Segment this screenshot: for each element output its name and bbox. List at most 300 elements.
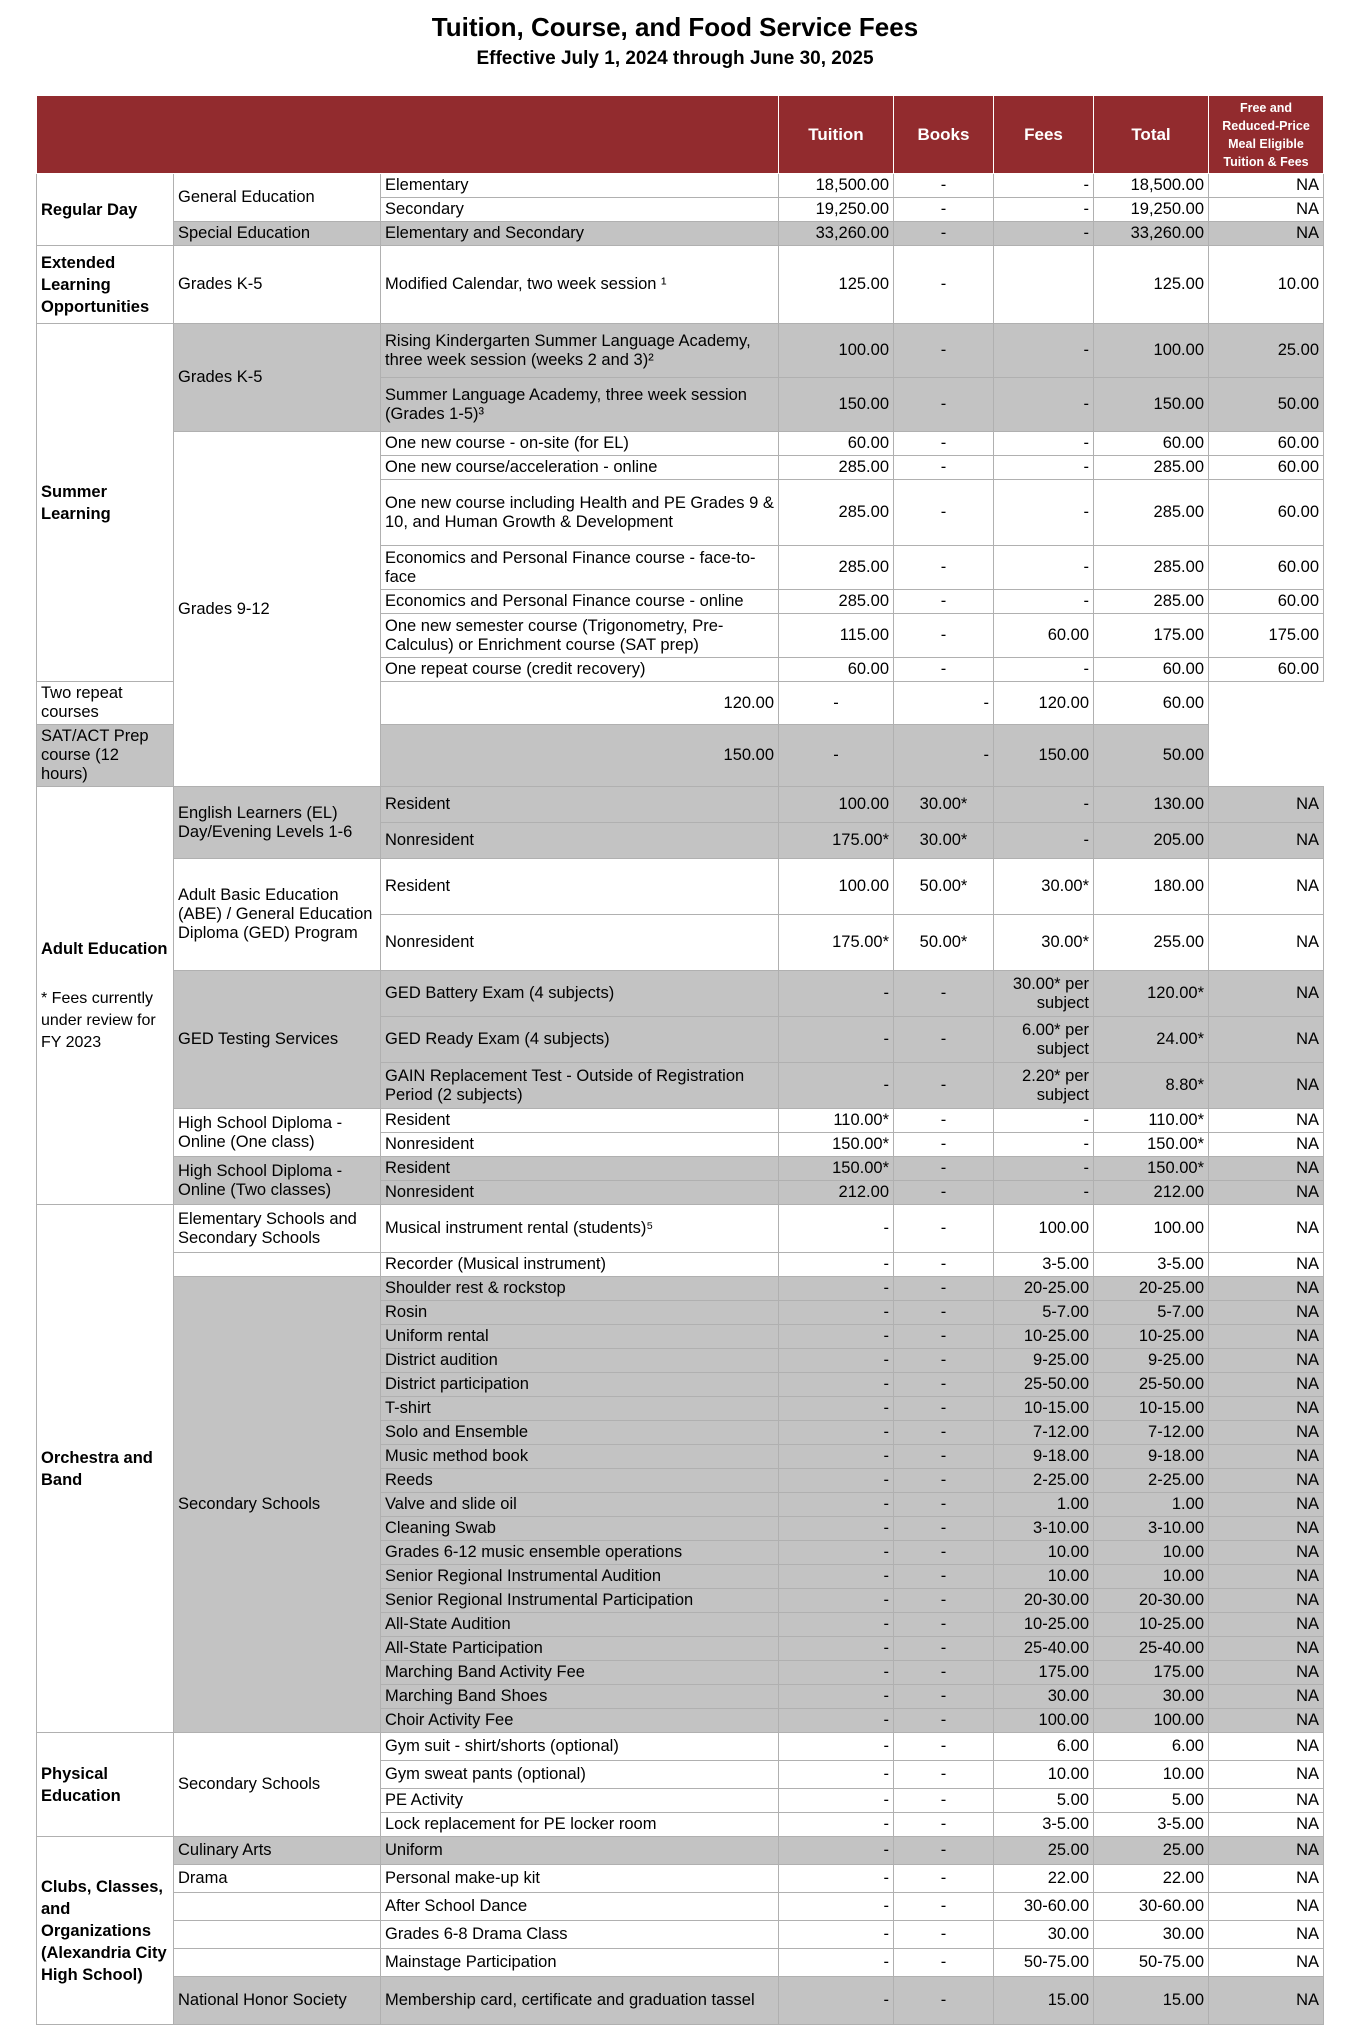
free-reduced-value: NA [1209, 1733, 1324, 1761]
tuition-value: 285.00 [779, 480, 894, 546]
total-value: 10.00 [1094, 1761, 1209, 1789]
fees-value: - [994, 432, 1094, 456]
item-label: Grades 6-12 music ensemble operations [381, 1541, 779, 1565]
fees-value: 25.00 [994, 1837, 1094, 1865]
item-label: District participation [381, 1373, 779, 1397]
books-value: - [894, 1517, 994, 1541]
total-value: 125.00 [1094, 246, 1209, 324]
books-value: 30.00* [894, 787, 994, 823]
tuition-value: 175.00* [779, 823, 894, 859]
free-reduced-value: NA [1209, 1397, 1324, 1421]
item-label: PE Activity [381, 1789, 779, 1813]
fees-value: 25-40.00 [994, 1637, 1094, 1661]
tuition-value: - [779, 1661, 894, 1685]
fees-value: - [994, 174, 1094, 198]
total-value: 3-10.00 [1094, 1517, 1209, 1541]
section-label-summer: Summer Learning [37, 324, 174, 682]
total-value: 285.00 [1094, 480, 1209, 546]
books-value: - [894, 1493, 994, 1517]
books-value: - [894, 1373, 994, 1397]
item-label: After School Dance [381, 1893, 779, 1921]
fees-value: 25-50.00 [994, 1373, 1094, 1397]
adult-fee-note: * Fees currently under review for FY 2023 [41, 989, 156, 1051]
free-reduced-value: NA [1209, 1301, 1324, 1325]
free-reduced-value: 10.00 [1209, 246, 1324, 324]
total-value: 130.00 [1094, 787, 1209, 823]
total-value: 6.00 [1094, 1733, 1209, 1761]
item-label: Reeds [381, 1469, 779, 1493]
tuition-value: 19,250.00 [779, 198, 894, 222]
tuition-value: 33,260.00 [779, 222, 894, 246]
table-row [37, 1205, 1324, 1253]
tuition-value: - [779, 1325, 894, 1349]
free-reduced-value: NA [1209, 1865, 1324, 1893]
books-value: - [894, 1709, 994, 1733]
fees-value: 20-30.00 [994, 1589, 1094, 1613]
total-value: 10-25.00 [1094, 1325, 1209, 1349]
fees-value: 10.00 [994, 1541, 1094, 1565]
tuition-value: - [779, 1277, 894, 1301]
item-label: One new course - on-site (for EL) [381, 432, 779, 456]
books-value: - [894, 1469, 994, 1493]
tuition-value: 100.00 [779, 859, 894, 915]
item-label: Modified Calendar, two week session ¹ [381, 246, 779, 324]
total-value: 10.00 [1094, 1565, 1209, 1589]
subcategory-grades-k5-b: Grades K-5 [174, 324, 381, 432]
table-row [37, 1837, 1324, 1865]
section-label-adult [37, 787, 174, 1205]
free-reduced-value: 60.00 [1209, 658, 1324, 682]
tuition-value: - [779, 1565, 894, 1589]
tuition-value: 150.00* [779, 1133, 894, 1157]
item-label: Secondary [381, 198, 779, 222]
subcategory-blank [174, 1253, 381, 1277]
fees-value: 100.00 [994, 1205, 1094, 1253]
free-reduced-value: NA [1209, 1685, 1324, 1709]
total-value: 10.00 [1094, 1541, 1209, 1565]
item-label: Uniform [381, 1837, 779, 1865]
free-reduced-value: NA [1209, 1253, 1324, 1277]
total-value: 150.00* [1094, 1133, 1209, 1157]
tuition-value: - [779, 1685, 894, 1709]
table-row [37, 1109, 1324, 1133]
books-value: - [894, 1541, 994, 1565]
free-reduced-value: NA [1209, 1613, 1324, 1637]
total-value: 18,500.00 [1094, 174, 1209, 198]
fees-value: 10-15.00 [994, 1397, 1094, 1421]
fees-value: 30.00* [994, 915, 1094, 971]
tuition-value: - [779, 1205, 894, 1253]
subcategory-hs-one: High School Diploma - Online (One class) [174, 1109, 381, 1157]
free-reduced-value: 60.00 [1209, 456, 1324, 480]
tuition-value: 285.00 [779, 590, 894, 614]
books-value: - [894, 432, 994, 456]
books-value: - [894, 456, 994, 480]
total-value: 150.00 [1094, 378, 1209, 432]
fees-value: 10.00 [994, 1565, 1094, 1589]
books-value: - [894, 1865, 994, 1893]
fees-value: - [994, 823, 1094, 859]
free-reduced-value: NA [1209, 1837, 1324, 1865]
tuition-value: - [779, 1789, 894, 1813]
books-value: - [894, 1421, 994, 1445]
fees-value: 9-18.00 [994, 1445, 1094, 1469]
books-value: - [894, 1949, 994, 1977]
item-label: Valve and slide oil [381, 1493, 779, 1517]
books-value: - [894, 1589, 994, 1613]
item-label: Two repeat courses [37, 682, 174, 725]
fees-value: 3-5.00 [994, 1253, 1094, 1277]
item-label: Resident [381, 859, 779, 915]
free-reduced-value: NA [1209, 1709, 1324, 1733]
total-value: 212.00 [1094, 1181, 1209, 1205]
tuition-value: - [779, 1837, 894, 1865]
books-value: - [894, 1017, 994, 1063]
total-value: 7-12.00 [1094, 1421, 1209, 1445]
books-value: - [894, 1181, 994, 1205]
total-value: 30.00 [1094, 1685, 1209, 1709]
books-value: - [894, 1205, 994, 1253]
books-value: - [894, 1277, 994, 1301]
fees-value [994, 246, 1094, 324]
books-value: - [894, 246, 994, 324]
books-value: - [894, 1813, 994, 1837]
books-value: - [894, 1613, 994, 1637]
fees-value: 175.00 [994, 1661, 1094, 1685]
tuition-value: 18,500.00 [779, 174, 894, 198]
item-label: Cleaning Swab [381, 1517, 779, 1541]
fees-value: - [994, 456, 1094, 480]
total-value: 9-18.00 [1094, 1445, 1209, 1469]
books-value: - [894, 546, 994, 590]
subcategory-el: English Learners (EL) Day/Evening Levels 1-6 [174, 787, 381, 859]
tuition-value: - [779, 1761, 894, 1789]
total-value: 100.00 [1094, 1205, 1209, 1253]
item-label: Nonresident [381, 1133, 779, 1157]
item-label: Personal make-up kit [381, 1865, 779, 1893]
free-reduced-value: NA [1209, 1017, 1324, 1063]
free-reduced-value: NA [1209, 1157, 1324, 1181]
table-row [37, 174, 1324, 198]
item-label: One new course/acceleration - online [381, 456, 779, 480]
books-value: 50.00* [894, 859, 994, 915]
tuition-value: 212.00 [779, 1181, 894, 1205]
total-value: 25-50.00 [1094, 1373, 1209, 1397]
item-label: Marching Band Activity Fee [381, 1661, 779, 1685]
total-value: 175.00 [1094, 1661, 1209, 1685]
free-reduced-value: 60.00 [1209, 480, 1324, 546]
total-value: 3-5.00 [1094, 1813, 1209, 1837]
total-value: 205.00 [1094, 823, 1209, 859]
header-blank [37, 96, 779, 174]
item-label: Grades 6-8 Drama Class [381, 1921, 779, 1949]
books-value: - [894, 1063, 994, 1109]
books-value: - [894, 174, 994, 198]
tuition-value: - [779, 1541, 894, 1565]
tuition-value: - [779, 1589, 894, 1613]
tuition-value: - [779, 1921, 894, 1949]
fees-value: 20-25.00 [994, 1277, 1094, 1301]
free-reduced-value: NA [1209, 1565, 1324, 1589]
item-label: Resident [381, 1157, 779, 1181]
fees-value: 10-25.00 [994, 1613, 1094, 1637]
total-value: 24.00* [1094, 1017, 1209, 1063]
fees-value: 6.00* per subject [994, 1017, 1094, 1063]
total-value: 110.00* [1094, 1109, 1209, 1133]
total-value: 100.00 [1094, 324, 1209, 378]
col-books: Books [894, 96, 994, 174]
tuition-value: 150.00 [779, 378, 894, 432]
fees-value: 15.00 [994, 1977, 1094, 2025]
tuition-value: - [779, 1421, 894, 1445]
free-reduced-value: NA [1209, 1589, 1324, 1613]
table-row [37, 1977, 1324, 2025]
tuition-value: - [779, 1349, 894, 1373]
total-value: 60.00 [1094, 658, 1209, 682]
tuition-value: 175.00* [779, 915, 894, 971]
item-label: One new semester course (Trigonometry, Pre-Calculus) or Enrichment course (SAT prep) [381, 614, 779, 658]
tuition-value: 120.00 [381, 682, 779, 725]
books-value: - [894, 222, 994, 246]
tuition-value: - [779, 1253, 894, 1277]
table-row [37, 1921, 1324, 1949]
fees-value: - [994, 378, 1094, 432]
tuition-value: - [779, 1493, 894, 1517]
free-reduced-value: NA [1209, 1637, 1324, 1661]
free-reduced-value: 60.00 [1094, 682, 1209, 725]
tuition-value: - [779, 1813, 894, 1837]
tuition-value: - [779, 1637, 894, 1661]
item-label: GED Battery Exam (4 subjects) [381, 971, 779, 1017]
table-row [37, 1893, 1324, 1921]
tuition-value: - [779, 1469, 894, 1493]
subcategory-grades-9-12: Grades 9-12 [174, 432, 381, 787]
fees-value: - [994, 480, 1094, 546]
fees-value: - [894, 725, 994, 787]
fees-value: 60.00 [994, 614, 1094, 658]
free-reduced-value: NA [1209, 1517, 1324, 1541]
tuition-value: - [779, 1445, 894, 1469]
free-reduced-value: NA [1209, 1789, 1324, 1813]
item-label: Nonresident [381, 823, 779, 859]
books-value: - [894, 1837, 994, 1865]
fees-value: - [894, 682, 994, 725]
free-reduced-value: NA [1209, 915, 1324, 971]
free-reduced-value: NA [1209, 1949, 1324, 1977]
books-value: - [894, 1301, 994, 1325]
free-reduced-value: NA [1209, 1493, 1324, 1517]
total-value: 30-60.00 [1094, 1893, 1209, 1921]
fees-value: 6.00 [994, 1733, 1094, 1761]
free-reduced-value: 175.00 [1209, 614, 1324, 658]
fees-value: 100.00 [994, 1709, 1094, 1733]
books-value: - [894, 614, 994, 658]
fees-value: 7-12.00 [994, 1421, 1094, 1445]
total-value: 5.00 [1094, 1789, 1209, 1813]
subcategory-grades-k5: Grades K-5 [174, 246, 381, 324]
tuition-value: - [779, 1301, 894, 1325]
total-value: 9-25.00 [1094, 1349, 1209, 1373]
subcategory-secondary-pe: Secondary Schools [174, 1733, 381, 1837]
total-value: 285.00 [1094, 456, 1209, 480]
free-reduced-value: NA [1209, 1205, 1324, 1253]
free-reduced-value: 50.00 [1209, 378, 1324, 432]
tuition-value: 150.00* [779, 1157, 894, 1181]
books-value: 30.00* [894, 823, 994, 859]
fees-value: 3-10.00 [994, 1517, 1094, 1541]
total-value: 120.00 [994, 682, 1094, 725]
item-label: All-State Audition [381, 1613, 779, 1637]
tuition-value: 285.00 [779, 546, 894, 590]
tuition-value: - [779, 971, 894, 1017]
books-value: - [894, 1445, 994, 1469]
free-reduced-value: NA [1209, 1109, 1324, 1133]
free-reduced-value: NA [1209, 174, 1324, 198]
total-value: 15.00 [1094, 1977, 1209, 2025]
total-value: 255.00 [1094, 915, 1209, 971]
fees-value: 5.00 [994, 1789, 1094, 1813]
item-label: Economics and Personal Finance course - face-to-face [381, 546, 779, 590]
item-label: One repeat course (credit recovery) [381, 658, 779, 682]
col-tuition: Tuition [779, 96, 894, 174]
books-value: - [894, 658, 994, 682]
books-value: - [894, 1977, 994, 2025]
tuition-value: 285.00 [779, 456, 894, 480]
item-label: Shoulder rest & rockstop [381, 1277, 779, 1301]
fees-value: - [994, 1181, 1094, 1205]
free-reduced-value: NA [1209, 1469, 1324, 1493]
books-value: 50.00* [894, 915, 994, 971]
item-label: GED Ready Exam (4 subjects) [381, 1017, 779, 1063]
free-reduced-value: NA [1209, 859, 1324, 915]
fees-value: 50-75.00 [994, 1949, 1094, 1977]
table-row [37, 222, 1324, 246]
item-label: Lock replacement for PE locker room [381, 1813, 779, 1837]
total-value: 20-30.00 [1094, 1589, 1209, 1613]
tuition-value: - [779, 1709, 894, 1733]
free-reduced-value: NA [1209, 1893, 1324, 1921]
item-label: Elementary and Secondary [381, 222, 779, 246]
total-value: 8.80* [1094, 1063, 1209, 1109]
fees-value: 9-25.00 [994, 1349, 1094, 1373]
total-value: 3-5.00 [1094, 1253, 1209, 1277]
section-label-orchestra: Orchestra and Band [37, 1205, 174, 1733]
fees-value: - [994, 787, 1094, 823]
books-value: - [894, 378, 994, 432]
subcategory-drama: Drama [174, 1865, 381, 1893]
total-value: 50-75.00 [1094, 1949, 1209, 1977]
tuition-value: - [779, 1613, 894, 1637]
free-reduced-value: NA [1209, 971, 1324, 1017]
subcategory-secondary: Secondary Schools [174, 1277, 381, 1733]
subcategory-blank [174, 1949, 381, 1977]
fees-table [36, 95, 1324, 2025]
page-subtitle: Effective July 1, 2024 through June 30, 2025 [476, 48, 874, 69]
books-value: - [894, 324, 994, 378]
subcategory-culinary: Culinary Arts [174, 1837, 381, 1865]
fees-value: - [994, 546, 1094, 590]
item-label: SAT/ACT Prep course (12 hours) [37, 725, 174, 787]
subcategory-blank [174, 1893, 381, 1921]
total-value: 30.00 [1094, 1921, 1209, 1949]
tuition-value: - [779, 1733, 894, 1761]
fees-value: 10-25.00 [994, 1325, 1094, 1349]
page-title: Tuition, Course, and Food Service Fees [431, 12, 919, 42]
books-value: - [894, 1133, 994, 1157]
fees-value: 30.00 [994, 1921, 1094, 1949]
fees-value: - [994, 1109, 1094, 1133]
item-label: Music method book [381, 1445, 779, 1469]
item-label: Economics and Personal Finance course - online [381, 590, 779, 614]
total-value: 19,250.00 [1094, 198, 1209, 222]
item-label: Mainstage Participation [381, 1949, 779, 1977]
section-label-adult-text: Adult Education [41, 939, 168, 958]
table-row [37, 787, 1324, 823]
books-value: - [894, 1109, 994, 1133]
tuition-value: 60.00 [779, 658, 894, 682]
table-row [37, 1157, 1324, 1181]
total-value: 1.00 [1094, 1493, 1209, 1517]
item-label: Summer Language Academy, three week session (Grades 1-5)³ [381, 378, 779, 432]
total-value: 2-25.00 [1094, 1469, 1209, 1493]
fees-value: 30.00* [994, 859, 1094, 915]
books-value: - [894, 1325, 994, 1349]
item-label: Resident [381, 787, 779, 823]
item-label: One new course including Health and PE Grades 9 & 10, and Human Growth & Development [381, 480, 779, 546]
free-reduced-value: 50.00 [1094, 725, 1209, 787]
fees-value: - [994, 658, 1094, 682]
table-row [37, 324, 1324, 378]
total-value: 5-7.00 [1094, 1301, 1209, 1325]
col-fees: Fees [994, 96, 1094, 174]
free-reduced-value: NA [1209, 1063, 1324, 1109]
books-value: - [894, 1685, 994, 1709]
section-label-pe: Physical Education [37, 1733, 174, 1837]
free-reduced-value: NA [1209, 198, 1324, 222]
item-label: Nonresident [381, 1181, 779, 1205]
total-value: 22.00 [1094, 1865, 1209, 1893]
free-reduced-value: NA [1209, 1325, 1324, 1349]
fees-value: 2.20* per subject [994, 1063, 1094, 1109]
total-value: 60.00 [1094, 432, 1209, 456]
total-value: 25-40.00 [1094, 1637, 1209, 1661]
col-total: Total [1094, 96, 1209, 174]
free-reduced-value: 60.00 [1209, 432, 1324, 456]
table-row [37, 1865, 1324, 1893]
tuition-value: - [779, 1373, 894, 1397]
free-reduced-value: 25.00 [1209, 324, 1324, 378]
item-label: Rosin [381, 1301, 779, 1325]
tuition-value: 100.00 [779, 324, 894, 378]
tuition-value: - [779, 1977, 894, 2025]
free-reduced-value: NA [1209, 1921, 1324, 1949]
free-reduced-value: NA [1209, 1761, 1324, 1789]
books-value: - [894, 1893, 994, 1921]
books-value: - [894, 480, 994, 546]
free-reduced-value: NA [1209, 1277, 1324, 1301]
free-reduced-value: NA [1209, 1373, 1324, 1397]
subcategory-ged-testing: GED Testing Services [174, 971, 381, 1109]
section-label-regular-day: Regular Day [37, 174, 174, 246]
total-value: 150.00* [1094, 1157, 1209, 1181]
fees-value: 30-60.00 [994, 1893, 1094, 1921]
books-value: - [894, 1397, 994, 1421]
books-value: - [894, 1349, 994, 1373]
item-label: Elementary [381, 174, 779, 198]
total-value: 180.00 [1094, 859, 1209, 915]
item-label: Choir Activity Fee [381, 1709, 779, 1733]
table-row [37, 1949, 1324, 1977]
